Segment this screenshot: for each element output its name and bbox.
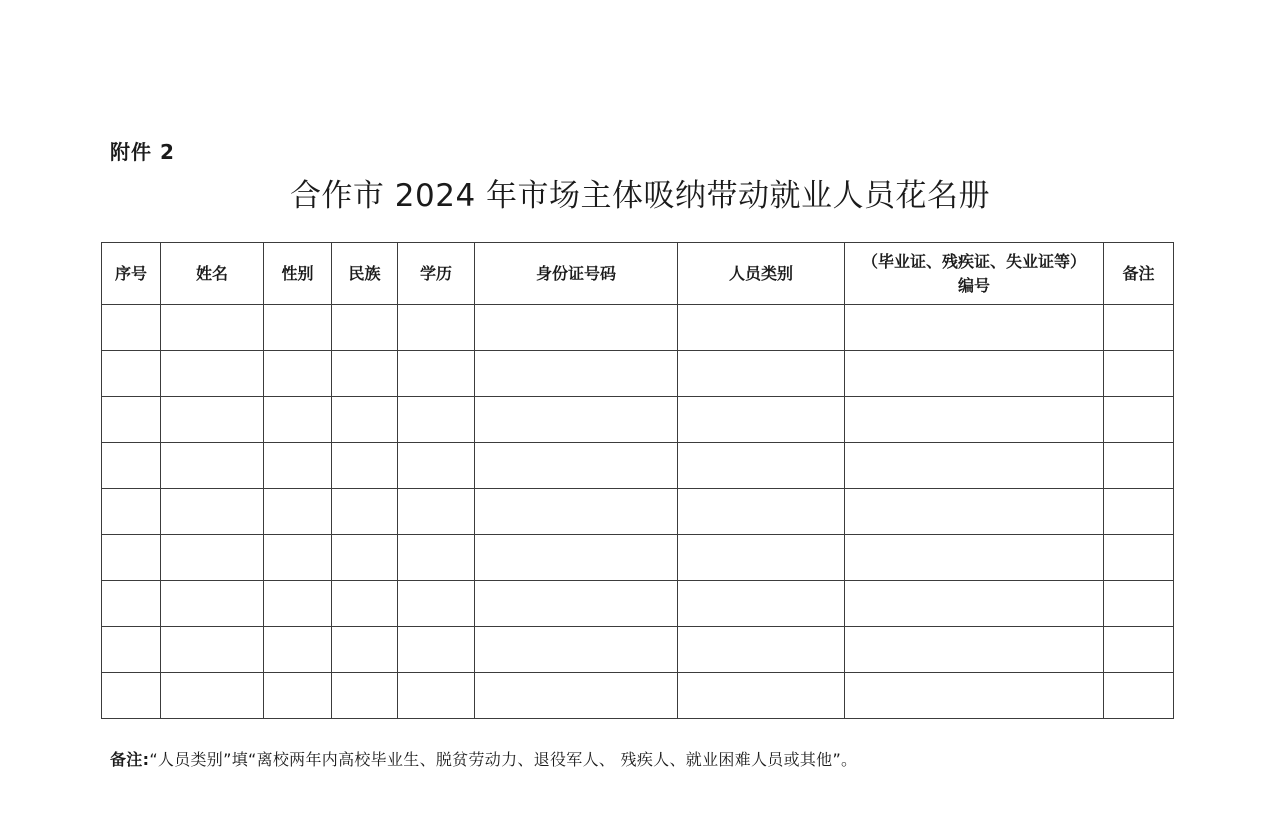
table-cell-id-number <box>475 397 678 443</box>
table-cell-remarks <box>1104 489 1174 535</box>
column-header-remarks: 备注 <box>1104 243 1174 305</box>
table-cell-remarks <box>1104 443 1174 489</box>
table-cell-certificate-number <box>845 673 1104 719</box>
table-cell-ethnicity <box>332 673 398 719</box>
certificate-number-label: 编号 <box>957 275 990 295</box>
table-cell-education <box>398 305 475 351</box>
table-cell-name <box>161 305 264 351</box>
document-title: 合作市 2024 年市场主体吸纳带动就业人员花名册 <box>289 178 991 214</box>
table-cell-id-number <box>475 443 678 489</box>
column-header-ethnicity: 民族 <box>332 243 398 305</box>
table-cell-gender <box>264 581 332 627</box>
table-cell-remarks <box>1104 397 1174 443</box>
table-cell-id-number <box>475 627 678 673</box>
table-cell-gender <box>264 673 332 719</box>
table-cell-certificate-number <box>845 627 1104 673</box>
table-cell-category <box>678 673 845 719</box>
table-cell-gender <box>264 305 332 351</box>
table-cell-certificate-number <box>845 443 1104 489</box>
table-cell-name <box>161 489 264 535</box>
footnote-label: 备注: <box>110 750 150 769</box>
table-cell-category <box>678 351 845 397</box>
table-cell-ethnicity <box>332 581 398 627</box>
column-header-id-number: 身份证号码 <box>475 243 678 305</box>
table-cell-name <box>161 673 264 719</box>
footnote-text: “人员类别”填“离校两年内高校毕业生、脱贫劳动力、退役军人、 残疾人、就业困难人员或其他”。 <box>149 750 858 769</box>
table-cell-name <box>161 581 264 627</box>
table-cell-remarks <box>1104 581 1174 627</box>
column-header-gender: 性别 <box>264 243 332 305</box>
table-row <box>102 351 1174 397</box>
table-cell-education <box>398 673 475 719</box>
table-cell-certificate-number <box>845 489 1104 535</box>
table-row <box>102 443 1174 489</box>
table-cell-category <box>678 581 845 627</box>
table-row <box>102 673 1174 719</box>
table-cell-name <box>161 351 264 397</box>
table-cell-category <box>678 627 845 673</box>
table-cell-category <box>678 489 845 535</box>
attachment-label: 附件 2 <box>110 140 175 164</box>
table-cell-remarks <box>1104 305 1174 351</box>
column-header-name: 姓名 <box>161 243 264 305</box>
table-cell-seq <box>102 673 161 719</box>
certificate-types-label: （毕业证、残疾证、失业证等） <box>861 251 1086 271</box>
table-cell-name <box>161 397 264 443</box>
table-cell-ethnicity <box>332 535 398 581</box>
table-cell-seq <box>102 627 161 673</box>
table-cell-gender <box>264 535 332 581</box>
table-cell-ethnicity <box>332 443 398 489</box>
table-cell-seq <box>102 397 161 443</box>
table-cell-remarks <box>1104 535 1174 581</box>
table-cell-id-number <box>475 535 678 581</box>
table-cell-gender <box>264 489 332 535</box>
table-cell-gender <box>264 397 332 443</box>
table-cell-remarks <box>1104 627 1174 673</box>
table-row <box>102 397 1174 443</box>
column-header-seq: 序号 <box>102 243 161 305</box>
table-cell-education <box>398 443 475 489</box>
table-cell-seq <box>102 581 161 627</box>
table-cell-gender <box>264 351 332 397</box>
table-cell-education <box>398 351 475 397</box>
table-cell-seq <box>102 305 161 351</box>
table-body <box>102 305 1174 719</box>
table-cell-category <box>678 305 845 351</box>
table-cell-seq <box>102 443 161 489</box>
table-cell-ethnicity <box>332 351 398 397</box>
table-cell-education <box>398 489 475 535</box>
table-row <box>102 535 1174 581</box>
table-row <box>102 489 1174 535</box>
table-cell-seq <box>102 351 161 397</box>
table-cell-name <box>161 627 264 673</box>
footnote <box>110 747 857 770</box>
table-cell-category <box>678 443 845 489</box>
table-cell-gender <box>264 443 332 489</box>
table-cell-certificate-number <box>845 351 1104 397</box>
table-cell-education <box>398 581 475 627</box>
column-header-certificate-number <box>845 243 1104 305</box>
table-header-row <box>102 243 1174 305</box>
table-cell-remarks <box>1104 673 1174 719</box>
table-cell-certificate-number <box>845 305 1104 351</box>
table-row <box>102 627 1174 673</box>
table-cell-certificate-number <box>845 397 1104 443</box>
column-header-category: 人员类别 <box>678 243 845 305</box>
table-cell-name <box>161 443 264 489</box>
table-cell-ethnicity <box>332 305 398 351</box>
table-row <box>102 305 1174 351</box>
roster-table <box>101 242 1174 719</box>
table-cell-id-number <box>475 489 678 535</box>
table-cell-id-number <box>475 581 678 627</box>
table-cell-id-number <box>475 673 678 719</box>
table-row <box>102 581 1174 627</box>
table-cell-category <box>678 397 845 443</box>
table-cell-certificate-number <box>845 535 1104 581</box>
table-cell-seq <box>102 535 161 581</box>
table-cell-ethnicity <box>332 397 398 443</box>
table-cell-name <box>161 535 264 581</box>
table-cell-gender <box>264 627 332 673</box>
table-cell-education <box>398 535 475 581</box>
table-cell-ethnicity <box>332 489 398 535</box>
table-cell-education <box>398 627 475 673</box>
table-cell-id-number <box>475 351 678 397</box>
table-cell-category <box>678 535 845 581</box>
column-header-education: 学历 <box>398 243 475 305</box>
table-cell-id-number <box>475 305 678 351</box>
table-cell-seq <box>102 489 161 535</box>
table-cell-certificate-number <box>845 581 1104 627</box>
table-cell-education <box>398 397 475 443</box>
table-cell-ethnicity <box>332 627 398 673</box>
table-cell-remarks <box>1104 351 1174 397</box>
